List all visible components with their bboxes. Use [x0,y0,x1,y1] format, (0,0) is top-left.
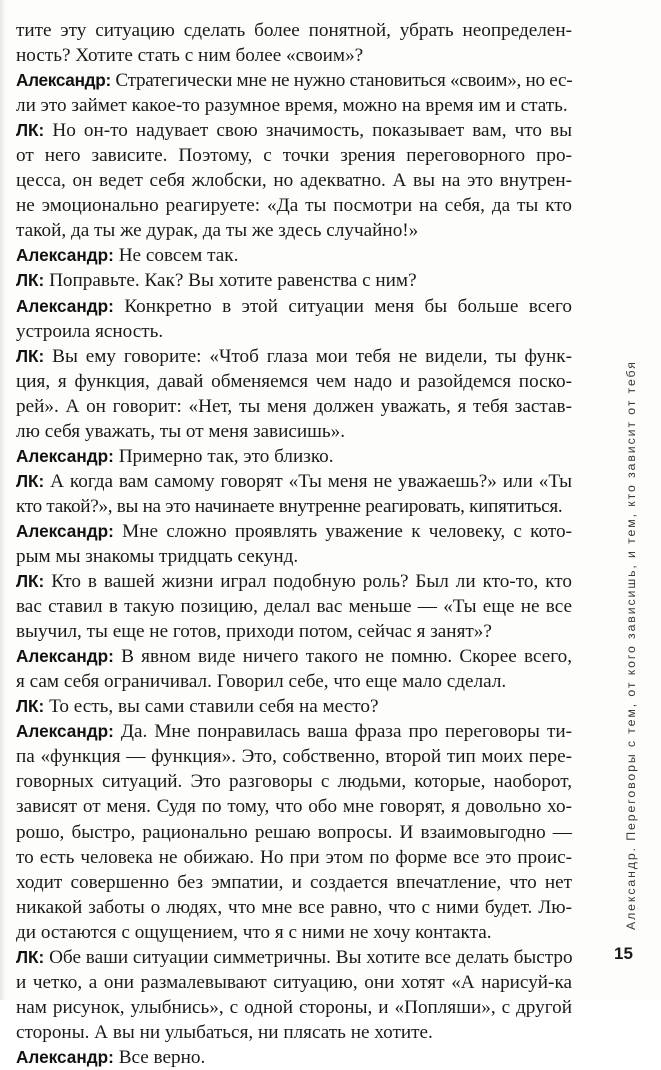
line-text: па «функция — функция». Это, собственно, второй тип моих пере- [16,746,572,768]
speaker-label: ЛК: [16,696,45,717]
text-line [16,920,572,945]
text-line [16,1020,572,1045]
line-text: я сам себя ограничивал. Говорил себе, что еще мало сделал. [16,671,507,693]
text-line [16,719,572,744]
text-line [16,118,572,143]
line-text: от него зависите. Поэтому, с точки зрения переговорного про- [16,145,572,167]
line-text: ция, я функция, давай обменяемся чем надо и разойдемся поско- [16,370,572,392]
text-line [16,669,572,694]
text-line [16,93,572,118]
text-line [16,644,572,669]
page-number: 15 [614,944,633,963]
text-line [16,970,572,995]
line-text: Обе ваши ситуации симметричны. Вы хотите все делать быстро [44,946,573,968]
speaker-label: Александр: [16,721,114,742]
text-line [16,419,572,444]
text-line [16,569,572,594]
text-line [16,995,572,1020]
speaker-label: ЛК: [16,470,45,491]
line-text: кто такой?», вы на это начинаете внутренне реагировать, кипятиться. [16,495,563,517]
line-text: Кто в вашей жизни играл подобную роль? Был ли кто-то, кто [44,571,572,593]
text-line [16,68,572,93]
line-text: рей». А он говорит: «Нет, ты меня должен уважать, я тебя застав- [16,395,572,417]
text-line [16,344,572,369]
line-text: ли это займет какое-то разумное время, можно на время им и стать. [16,95,568,117]
line-text: не эмоционально реагируете: «Да ты посмотри на себя, да ты кто [16,195,572,217]
speaker-label: ЛК: [16,946,45,967]
text-line [16,519,572,544]
text-line [16,870,572,895]
line-text: Стратегически мне не нужно становиться «своим», но ес- [110,70,573,92]
line-text: цесса, он ведет себя жлобски, но адекватно. А вы на это внутрен- [16,170,572,192]
text-line [16,945,572,970]
line-text: нам рисунок, улыбнись», с одной стороны, и «Попляши», с другой [16,996,572,1018]
text-line [16,268,572,293]
speaker-label: Александр: [16,646,114,667]
speaker-label: ЛК: [16,571,45,592]
line-text: Поправьте. Как? Вы хотите равенства с ним? [44,270,417,292]
text-line [16,369,572,394]
line-text: рым мы знакомы тридцать секунд. [16,545,299,567]
text-line [16,469,572,494]
text-line [16,444,572,469]
line-text: Но он-то надувает свою значимость, показывает вам, что вы [44,120,572,142]
line-text: стороны. А вы ни улыбаться, ни плясать не хотите. [16,1021,433,1043]
text-line [16,193,572,218]
line-text: Мне сложно проявлять уважение к человеку, с кото- [113,520,572,542]
text-line [16,619,572,644]
line-text: никакой заботы о людях, что мне все равно, что с ними будет. Лю- [16,896,572,918]
line-text: такой, да ты же дурак, да ты же здесь случайно!» [16,220,419,242]
text-line [16,243,572,268]
line-text: Все верно. [113,1046,206,1068]
speaker-label: Александр: [16,70,111,91]
running-head-vertical: Александр. Переговоры с тем, от кого зависишь, и тем, кто зависит от тебя [624,360,638,930]
speaker-label: ЛК: [16,345,45,366]
text-line [16,594,572,619]
line-text: ность? Хотите стать с ним более «своим»? [16,45,364,67]
text-line [16,294,572,319]
line-text: тите эту ситуацию сделать более понятной, убрать неопределен- [16,20,572,41]
line-text: говорных ситуаций. Это разговоры с людьми, которые, наоборот, [16,771,572,793]
line-text: вас ставил в такую позицию, делал вас меньше — «Ты еще не все [16,596,572,618]
speaker-label: Александр: [16,295,114,316]
line-text: и четко, а они размалевывают ситуацию, они хотят «А нарисуй-ка [16,971,572,993]
text-line [16,845,572,870]
line-text: Не совсем так. [113,245,239,267]
text-line [16,794,572,819]
text-line [16,394,572,419]
line-text: устроила ясность. [16,320,164,342]
speaker-label: Александр: [16,245,114,266]
text-line [16,218,572,243]
text-line [16,744,572,769]
text-line [16,143,572,168]
text-line [16,43,572,68]
text-line [16,895,572,920]
line-text: То есть, вы сами ставили себя на место? [44,696,379,718]
line-text: Примерно так, это близко. [113,445,334,467]
line-text: Конкретно в этой ситуации меня бы больше всего [113,295,572,317]
line-text: выучил, ты еще не готов, приходи потом, сейчас я занят»? [16,621,492,643]
text-line [16,319,572,344]
speaker-label: Александр: [16,520,114,541]
line-text: лю себя уважать, ты от меня зависишь». [16,420,346,442]
speaker-label: ЛК: [16,270,45,291]
speaker-label: ЛК: [16,120,45,141]
line-text: ди остаются с ощущением, что я с ними не хочу контакта. [16,921,492,943]
text-line [16,494,572,519]
line-text: Да. Мне понравилась ваша фраза про переговоры ти- [113,721,572,743]
line-text: то есть человека не обижаю. Но при этом по форме все это проис- [16,846,572,868]
text-line [16,18,572,43]
speaker-label: Александр: [16,1046,114,1067]
text-line [16,769,572,794]
line-text: зависят от меня. Судя по тому, что обо мне говорят, я довольно хо- [16,796,572,818]
line-text: ходит совершенно без эмпатии, и создается впечатление, что нет [16,871,572,893]
line-text: рошо, быстро, рационально решаю вопросы. И взаимовыгодно — [16,821,572,843]
speaker-label: Александр: [16,445,114,466]
page-gutter-shadow [0,0,6,1000]
text-line [16,820,572,845]
text-line [16,694,572,719]
line-text: Вы ему говорите: «Чтоб глаза мои тебя не видели, ты функ- [44,345,572,367]
text-line [16,168,572,193]
line-text: В явном виде ничего такого не помню. Скорее всего, [113,646,572,668]
text-line [16,544,572,569]
dialogue-text [16,18,572,1070]
line-text: А когда вам самому говорят «Ты меня не уважаешь?» или «Ты [44,470,572,492]
text-line [16,1045,572,1070]
